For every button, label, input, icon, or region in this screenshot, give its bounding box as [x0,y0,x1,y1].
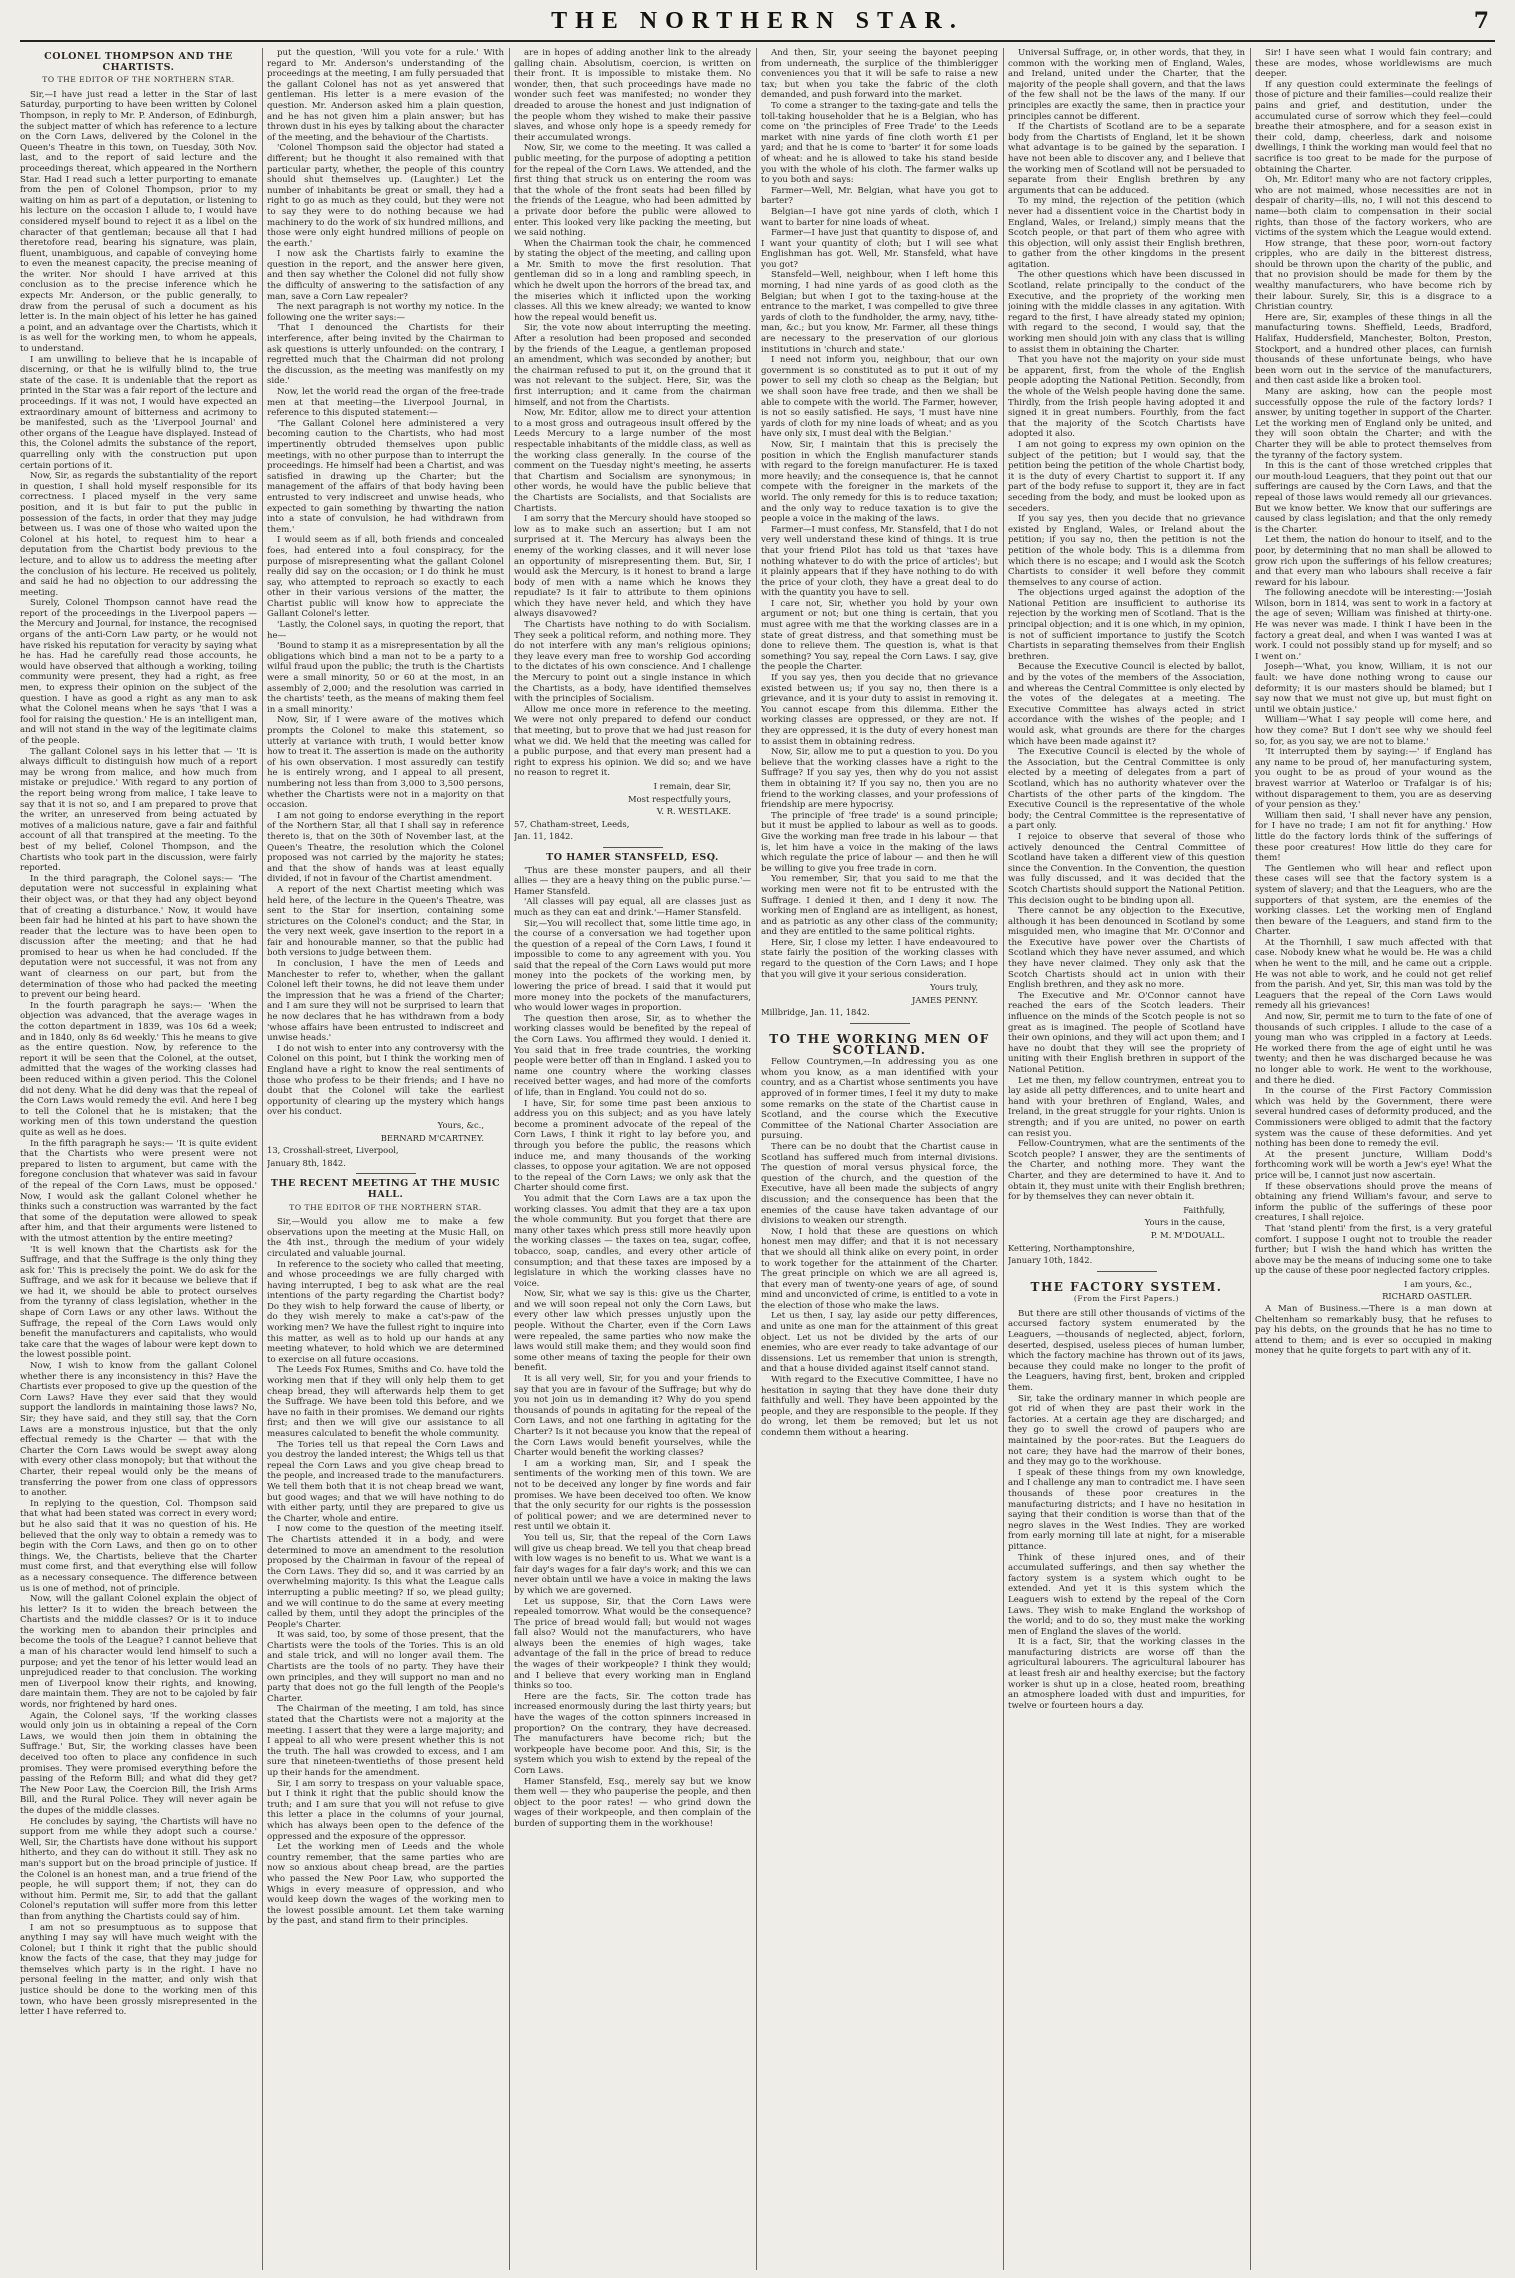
column-1 [20,48,257,2270]
article-heading: THE RECENT MEETING AT THE MUSIC HALL. [270,1178,501,1200]
paragraph: Let them, the nation do honour to itself, and to the poor, by determining that no man shall be allowed to grow rich upon the sufferings of his fellow creatures; and that every man who labours shall receive a fair reward for his labour. [1255,535,1492,588]
paragraph: You admit that the Corn Laws are a tax upon the working classes. You admit that they are a tax upon the whole community. But you forget that there are many other taxes which press still more heavily upon the working classes — the taxes on tea, sugar, coffee, tobacco, soap, candles, and every other article of consumption; and that these taxes are imposed by a legislature in which the working classes have no voice. [514,1193,751,1289]
paragraph: Farmer—I have just that quantity to dispose of, and I want your quantity of cloth; but I will see what Englishman has got. Well, Mr. Stansfeld, what have you got? [761,228,998,270]
paragraph: I am not so presumptuous as to suppose that anything I may say will have much weight with the Colonel; but I think it right that the public should know the facts of the case, that they may judge for themselves which party is in the right. I have no personal feeling in the matter, and only wish that justice should be done to the working men of this town, who have been grossly misrepresented in the letter I have referred to. [20,1922,257,2018]
paragraph: I am a working man, Sir, and I speak the sentiments of the working men of this town. We are not to be deceived any longer by fine words and fair promises. We have been deceived too often. We know that the only security for our rights is the possession of political power; and we are determined never to rest until we obtain it. [514,1458,751,1533]
paragraph: In the course of the First Factory Commission which was held by the Government, there were several hundred cases of deformity produced, and the Commissioners were obliged to admit that the factory system was the cause of these deformities. And yet nothing has been done to remedy the evil. [1255,1086,1492,1150]
paragraph: Let the working men of Leeds and the whole country remember, that the same parties who are now so anxious about cheap bread, are the parties who passed the New Poor Law, who supported the Whigs in every measure of oppression, and who would keep down the wages of the working men to the lowest possible amount. Let them take warning by the past, and stand firm to their principles. [267,1842,504,1927]
paragraph: In the fifth paragraph he says:— 'It is quite evident that the Chartists who were present were not prepared to listen to argument, but came with the foregone conclusion that whatever was said in favour of the repeal of the Corn Laws, must be opposed.' Now, I would ask the gallant Colonel whether he thinks such a construction was warranted by the fact that some of the deputation were allowed to speak after him, and that their arguments were listened to with the utmost attention by the entire meeting? [20,1138,257,1244]
paragraph: When the Chairman took the chair, he commenced by stating the object of the meeting, and calling upon a Mr. Smith to move the first resolution. That gentleman did so in a long and rambling speech, in which he dwelt upon the horrors of the bread tax, and the miseries which it inflicted upon the working classes. All this we knew already; we wanted to know how the repeal would benefit us. [514,238,751,323]
article-divider [1097,1271,1157,1272]
paragraph: The gallant Colonel says in his letter that — 'It is always difficult to distinguish how much of a report may be wrong from malice, and how much from mistake or prejudice.' With regard to any portion of the report being wrong from malice, I take leave to say that it is not so, and I am prepared to prove that the writer, an unreserved from being actuated by motives of a malicious nature, gave a fair and faithful account of all that transpired at the meeting. To the best of my belief, Colonel Thompson, and the Chartists who took part in the discussion, were fairly reported. [20,746,257,874]
paragraph: Stansfeld—Well, neighbour, when I left home this morning, I had nine yards of as good cloth as the Belgian; but when I got to the taxing-house at the entrance to the market, I was compelled to give three yards of cloth to the fundholder, the army, navy, tithe-man, &c.; but you know, Mr. Farmer, all these things are necessary to the preservation of our glorious institutions in 'church and state.' [761,270,998,355]
letter-signature-line: P. M. M'DOUALL. [1150,1229,1225,1240]
letter-signature-line: I am yours, &c., [1404,1278,1472,1289]
article-subheading: (From the First Papers.) [1073,1294,1180,1304]
paragraph: William—'What I say people will come here, and how they come? But I don't see why we should feel so, for, as you say, we are not to blame.' [1255,715,1492,747]
paragraph: To my mind, the rejection of the petition (which never had a dissentient voice in the Chartist body in England, Wales, or Ireland,) simply means that the Scotch people, or that part of them who agree with this objection, will only assist their English brethren, to gather from the other kingdoms in the present agitation. [1008,196,1245,270]
paragraph: Now, Sir, as regards the substantiality of the report in question, I shall hold myself responsible for its correctness. I placed myself in the very same position, and it is but fair to put the public in possession of the facts, in order that they may judge between us. I was one of those who waited upon the Colonel at his hotel, to request him to hear a deputation from the Chartist body previous to the lecture, and to allow us to address the meeting after the conclusion of his lecture. He received us politely, and said he had no objection to our addressing the meeting. [20,471,257,598]
paragraph: Belgian—I have got nine yards of cloth, which I want to barter for nine loads of wheat. [761,206,998,228]
paragraph: In this is the cant of those wretched cripples that our mouth-loud Leaguers, that they point out that our sufferings are caused by the Corn Laws, and that the repeal of those laws would remedy all our grievances. But we know better. We know that our sufferings are caused by class legislation; and that the only remedy is the Charter. [1255,461,1492,535]
paragraph: Oh, Mr. Editor! many who are not factory cripples, who are not maimed, whose necessities are not in despair of charity—ills, no, I will not this descend to name—both claim to compensation in their social rights, than those of the factory workers, who are victims of the system which the League would extend. [1255,175,1492,239]
paragraph: Allow me once more in reference to the meeting. We were not only prepared to defend our conduct that meeting, but to prove that we had just reason for what we did. We held that the meeting was called for a public purpose, and that every man present had a right to express his opinion. We did so; and we have no reason to regret it. [514,704,751,779]
letter-signature-line: Yours in the cause, [1144,1217,1225,1228]
article-heading: THE FACTORY SYSTEM. [1030,1279,1223,1294]
letter-dateline: Jan. 11, 1842. [514,831,574,842]
paragraph: Sir! I have seen what I would fain contrary; and these are modes, whose worldlewisms are much deeper. [1255,48,1492,80]
letter-signature-line: Yours, &c., [437,1119,484,1130]
paragraph: Now, Sir, if I were aware of the motives which prompts the Colonel to make this statement, so utterly at variance with truth, I would better know how to treat it. The assertion is made on the authority of his own observation. I most assuredly can testify he is entirely wrong, and I appeal to all present, numbering not less than from 3,000 to 3,500 persons, whether the Chartists were not in a majority on that occasion. [267,715,504,811]
article-divider [850,1023,910,1024]
paragraph: I do not wish to enter into any controversy with the Colonel on this point, but I think the working men of England have a right to know the real sentiments of those who profess to be their friends; and I have no doubt that the Colonel will take the earliest opportunity of clearing up the mystery which hangs over his conduct. [267,1043,504,1118]
paragraph: Hamer Stansfeld, Esq., merely say but we know them well — they who pauperise the people, and then object to the poor rates! — who grind down the wages of their workpeople, and then complain of the burden of supporting them in the workhouse! [514,1776,751,1829]
article-heading: COLONEL THOMPSON AND THE CHARTISTS. [44,51,233,73]
paragraph: It is all very well, Sir, for you and your friends to say that you are in favour of the Suffrage; but why do you not join us in demanding it? Why do you spend thousands of pounds in agitating for the repeal of the Corn Laws, and not one farthing in agitating for the Charter? Is it not because you know that the repeal of the Corn Laws would benefit yourselves, while the Charter would benefit the working classes? [514,1374,751,1459]
paragraph: Now, Sir, allow me to put a question to you. Do you believe that the working classes have a right to the Suffrage? If you say yes, then why do you not assist them in obtaining it? If you say no, then you are no friend to the working classes, and your professions of friendship are mere hypocrisy. [761,747,998,811]
letter-dateline: Kettering, Northamptonshire, [1008,1242,1135,1253]
paragraph: I am not going to endorse everything in the report of the Northern Star, all that I shall say in reference thereto is, that on the 30th of November last, at the Queen's Theatre, the resolution which the Colonel proposed was not carried by the majority he states; and that the show of hands was at least equally divided, if not in favour of the Chartist amendment. [267,810,504,885]
paragraph: You remember, Sir, that you said to me that the working men were not fit to be entrusted with the Suffrage. I denied it then, and I deny it now. The working men of England are as intelligent, as honest, and as patriotic as any other class of the community; and they are entitled to the same political rights. [761,874,998,938]
paragraph: If you say yes, then you decide that no grievance existed by England, Wales, or Ireland about the petition; if you say no, then the petition is not the petition of the whole body. This is a dilemma from which there is no escape; and I would ask the Scotch Chartists to consider it well before they commit themselves to any course of action. [1008,514,1245,588]
paragraph: Sir, I am sorry to trespass on your valuable space, but I think it right that the public should know the truth; and I am sure that you will not refuse to give this letter a place in the columns of your journal, which has always been open to the defence of the oppressed and the exposure of the oppressor. [267,1778,504,1842]
paragraph: Now, Mr. Editor, allow me to direct your attention to a most gross and outrageous insult offered by the Leeds Mercury to a large number of the most respectable inhabitants of the middle class, as well as the working class generally. In the course of the comment on the Tuesday night's meeting, he asserts that Chartism and Socialism are synonymous; in other words, he would have the public believe that the Chartists are Socialists, and that Socialists are Chartists. [514,408,751,514]
paragraph: To come a stranger to the taxing-gate and tells the toll-taking householder that he is a Belgian, who has come on 'the principles of Free Trade' to the Leeds market with nine yards of fine cloth worth £1 per yard; and that he is come to 'barter' it for some loads of wheat: and he is allowed to take his stand beside you with the whole of his cloth. The farmer walks up to you both and says: [761,100,998,186]
paragraph: The Executive and Mr. O'Connor cannot have reached the ears of the Scotch leaders. Their influence on the minds of the Scotch people is not so great as is imagined. The people of Scotland have their own opinions, and they will act upon them; and I have no doubt that they will see the propriety of uniting with their English brethren in support of the National Petition. [1008,990,1245,1075]
letter-signature-line: V. R. WESTLAKE. [656,806,731,817]
paragraph: That you have not the majority on your side must be apparent, first, from the whole of the English people adopting the National Petition. Secondly, from the whole of the Welsh people having done the same. Thirdly, from the Irish people having adopted it and signed it in great numbers. Fourthly, from the fact that the majority of the Scotch Chartists have adopted it also. [1008,355,1245,440]
paragraph: Farmer—I must confess, Mr. Stansfeld, that I do not very well understand these kind of things. It is true that your friend Pilot has told us that 'taxes have nothing whatever to do with the price of articles'; but it plainly appears that if they have nothing to do with the price of your cloth, they have a great deal to do with the quantity you have to sell. [761,524,998,599]
paragraph: Now, I wish to know from the gallant Colonel whether there is any inconsistency in this? Have the Chartists ever proposed to give up the question of the Corn Laws? Have they ever said that they would support the landlords in maintaining those laws? No, Sir; they have said, and they still say, that the Corn Laws are a monstrous injustice, but that the only effectual remedy is the Charter — that with the Charter the Corn Laws would be swept away along with every other class monopoly; but that without the Charter, their repeal would only be the means of transferring the power from one class of oppressors to another. [20,1361,257,1499]
paragraph: 'It interrupted them by saying:—' if England has any name to be proud of, her manufacturing system, you ought to be as proud of your wound as the bravest warrior at Waterloo or Trafalgar is of his; without disparagement to them, you are as deserving of your pension as they.' [1255,747,1492,811]
paragraph: Let us then, I say, lay aside our petty differences, and unite as one man for the attainment of this great object. Let us not be divided by the arts of our enemies, who are ever ready to take advantage of our dissensions. Let us remember that union is strength, and that a house divided against itself cannot stand. [761,1311,998,1375]
paragraph: And now, Sir, permit me to turn to the fate of one of thousands of such cripples. I allude to the case of a young man who was crippled in a factory at Leeds. He worked there from the age of eight until he was twenty; and then he was discharged because he was no longer able to work. He went to the workhouse, and there he died. [1255,1012,1492,1086]
column-2 [267,48,504,2270]
paragraph: Many are asking, how can the people most successfully oppose the rule of the factory lords? I answer, by uniting together in support of the Charter. Let the working men of England only be united, and they will soon obtain the Charter; and with the Charter they will be able to protect themselves from the tyranny of the factory system. [1255,387,1492,461]
paragraph: If you say yes, then you decide that no grievance existed between us; if you say no, then there is a grievance, and it is your duty to assist in removing it. You cannot escape from this dilemma. Either the working classes are oppressed, or they are not. If they are oppressed, it is the duty of every honest man to assist them in obtaining redress. [761,673,998,747]
paragraph: Farmer—Well, Mr. Belgian, what have you got to barter? [761,185,998,207]
letter-dateline: 13, Crosshall-street, Liverpool, [267,1145,399,1156]
paragraph: Let us suppose, Sir, that the Corn Laws were repealed tomorrow. What would be the consequence? The price of bread would fall; but would not wages fall also? Would not the manufacturers, who have always been the enemies of high wages, take advantage of the fall in the price of bread to reduce the wages of their workpeople? I think they would; and I believe that every working man in England thinks so too. [514,1596,751,1692]
paragraph: I have, Sir, for some time past been anxious to address you on this subject; and as you have lately become a prominent advocate of the repeal of the Corn Laws, I think it right to lay before you, and through you before the public, the reasons which induce me, and many thousands of the working classes, to oppose your agitation. We are not opposed to the repeal of the Corn Laws; we only ask that the Charter should come first. [514,1098,751,1194]
paragraph: Now, Sir, we come to the meeting. It was called a public meeting, for the purpose of adopting a petition for the repeal of the Corn Laws. We attended, and the first thing that struck us on entering the room was that the whole of the front seats had been filled by the friends of the League, who had been admitted by a private door before the public were allowed to enter. This looked very like packing the meeting, but we said nothing. [514,143,751,239]
column-rule [262,48,263,2270]
paragraph: Surely, Colonel Thompson cannot have read the report of the proceedings in the Liverpool papers — the Mercury and Journal, for instance, the recognised organs of the anti-Corn Law party, or he would not have risked his reputation for veracity by saying what he has. Had he carefully read those accounts, he would have observed that although a working, toiling community were present, they had a right, as free men, to express their opinion on the subject of the question. I have as good a right as any man to ask what the Colonel means when he says 'that I was a fool for raising the question.' He is an intelligent man, and will not stand in the way of the legitimate claims of the people. [20,598,257,746]
paragraph: Because the Executive Council is elected by ballot, and by the votes of the members of the Association, and whereas the Central Committee is only elected by the votes of the delegates at a meeting. The Executive Committee has always acted in strict accordance with the wishes of the people; and I would ask, what grounds are there for the charges which have been made against it? [1008,662,1245,747]
masthead-rule [20,40,1495,42]
paragraph: At the Thornhill, I saw much affected with that case. Nobody knew what he would be. He was a child when he went to the mill, and he came out a cripple. He was not able to work, and he could not get relief from the parish. And yet, Sir, this man was told by the Leaguers that the repeal of the Corn Laws would remedy all his grievances! [1255,937,1492,1012]
paragraph: Now, I hold that these are questions on which honest men may differ; and that it is not necessary that we should all think alike on every point, in order to work together for the attainment of the Charter. The great principle on which we are all agreed is, that every man of twenty-one years of age, of sound mind and unconvicted of crime, is entitled to a vote in the election of those who make the laws. [761,1226,998,1311]
paragraph: are in hopes of adding another link to the already galling chain. Absolutism, coercion, is written on their front. It is impossible to mistake them. No wonder, then, that such proceedings have made no wonder such feet was manifested; no wonder they dreaded to arouse the honest and just indignation of the people whom they wished to make their passive slaves, and whose only hope is a speedy remedy for their accumulated wrongs. [514,48,751,143]
paragraph: Here, Sir, I close my letter. I have endeavoured to state fairly the position of the working classes with regard to the question of the Corn Laws; and I hope that you will give it your serious consideration. [761,937,998,980]
column-5 [1008,48,1245,2270]
paragraph: If the Chartists of Scotland are to be a separate body from the Chartists of England, let it be shown what advantage is to be gained by the separation. I have not been able to discover any, and I believe that the working men of Scotland will not be persuaded to separate from their English brethren by any arguments that can be adduced. [1008,122,1245,196]
paragraph: There can be no doubt that the Chartist cause in Scotland has suffered much from internal divisions. The question of moral versus physical force, the question of the church, and the question of the Executive, have all been made the subjects of angry discussion; and the consequence has been that the enemies of the cause have taken advantage of our divisions to weaken our strength. [761,1141,998,1227]
column-3 [514,48,751,2270]
column-rule [756,48,757,2270]
paragraph: Now, Sir, what we say is this: give us the Charter, and we will soon repeal not only the Corn Laws, but every other law which presses unjustly upon the people. Without the Charter, even if the Corn Laws were repealed, the same parties who now make the laws would still make them; and they would soon find some other means of taxing the people for their own benefit. [514,1289,751,1374]
paragraph: 'Bound to stamp it as a misrepresentation by all the obligations which bind a man not to be a party to a wilful fraud upon the public; the truth is the Chartists were a small minority, 50 or 60 at the most, in an assembly of 2,000; and the resolution was carried in the chartists' teeth, as the means of making them feel in a small minority.' [267,641,504,715]
letter-dateline: January 10th, 1842. [1008,1255,1093,1266]
paragraph: In the third paragraph, the Colonel says:— 'The deputation were not successful in explaining what their object was, or that they had any object beyond that of creating a disturbance.' Now, it would have been fair had he hinted at his part to have shown the reader that the lecture was to have been open to discussion after the meeting; and that he had promised to hear us when he had concluded. If the deputation were not successful, it was not from any want of clearness on our part, but from the determination of those who had packed the meeting to prevent our being heard. [20,873,257,1001]
paragraph: 'All classes will pay equal, all are classes just as much as they can eat and drink.'—Hamer Stansfeld. [514,897,751,918]
column-6 [1255,48,1492,2270]
paragraph: Joseph—'What, you know, William, it is not our fault: we have done nothing wrong to cause our deformity; it is our masters should be blamed; but I say now that we must not give up, but must fight on until we obtain justice.' [1255,662,1492,715]
paragraph: The Tories tell us that repeal the Corn Laws and you destroy the landed interest; the Whigs tell us that repeal the Corn Laws and you give cheap bread to the people, and increased trade to the manufacturers. We tell them both that it is not cheap bread we want, but good wages; and that we will have nothing to do with either party, until they are prepared to give us the Charter, whole and entire. [267,1439,504,1524]
paragraph: I now ask the Chartists fairly to examine the question in the report, and the answer here given, and then say whether the Colonel did not fully show the difficulty of answering to the satisfaction of any man, save a Corn Law repealer? [267,249,504,302]
paragraph: The principle of 'free trade' is a sound principle; but it must be applied to labour as well as to goods. Give the working man free trade in his labour — that is, let him have a voice in the making of the laws which regulate the price of labour — and then he will be willing to give you free trade in corn. [761,810,998,874]
paragraph: I care not, Sir, whether you hold by your own argument or not; but one thing is certain, that you must agree with me that the working classes are in a state of great distress, and that something must be done to relieve them. The question is, what is that something? You say, repeal the Corn Laws. I say, give the people the Charter. [761,598,998,673]
column-rule [1003,48,1004,2270]
paragraph: It was said, too, by some of those present, that the Chartists were the tools of the Tories. This is an old and stale trick, and will no longer avail them. The Chartists are the tools of no party. They have their own principles, and they will support no man and no party that does not go the full length of the People's Charter. [267,1630,504,1704]
newspaper-title: THE NORTHERN STAR. [551,8,964,34]
article-heading: TO HAMER STANSFELD, ESQ. [546,851,719,863]
paragraph: How strange, that these poor, worn-out factory cripples, who are daily in the bitterest distress, should be thrown upon the charity of the public, and that no provision should be made for them by the wealthy manufacturers, who have become rich by their labour. Surely, Sir, this is a disgrace to a Christian country. [1255,238,1492,313]
paragraph: 'The Gallant Colonel here administered a very becoming caution to the Chartists, who had most impertinently obtruded themselves upon public meetings, with no other purpose than to interrupt the proceedings. He himself had been a Chartist, and was satisfied in drawing up the Charter; but the management of the affairs of that body having been entrusted to very indiscreet and unwise heads, who expected to gain something by thwarting the nation into a state of convulsion, he had withdrawn from them.' [267,418,504,535]
column-rule [509,48,510,2270]
article-subheading: TO THE EDITOR OF THE NORTHERN STAR. [42,75,235,85]
paragraph: It is a fact, Sir, that the working classes in the manufacturing districts are worse off than the agricultural labourers. The agricultural labourer has at least fresh air and healthy exercise; but the factory worker is shut up in a close, heated room, breathing an atmosphere loaded with dust and impurities, for twelve or fourteen hours a day. [1008,1637,1245,1711]
letter-signature-line: RICHARD OASTLER. [1382,1291,1472,1302]
paragraph: In reference to the society who called that meeting, and whose proceedings we are fully charged with having interrupted, I beg to ask what are the real intentions of the party regarding the Chartist body? Do they wish to help forward the cause of liberty, or do they wish merely to make a cat's-paw of the working men? We have the fullest right to inquire into this matter, as well as to hold up our hands at any meeting whatever, to hold which we are determined to exercise on all future occasions. [267,1259,504,1365]
paragraph: Let me then, my fellow countrymen, entreat you to lay aside all petty differences, and to unite heart and hand with your brethren of England, Wales, and Ireland, in the great struggle for your rights. Union is strength; and if you are united, no power on earth can resist you. [1008,1075,1245,1139]
paragraph: The question then arose, Sir, as to whether the working classes would be benefited by the repeal of the Corn Laws. You affirmed they would. I denied it. You said that in free trade countries, the working people were better off than in England. I asked you to name one country where the working classes received better wages, and had more of the comforts of life, than in England. You could not do so. [514,1013,751,1098]
paragraph: In the fourth paragraph he says:— 'When the objection was advanced, that the average wages in the cotton department in 1839, was 10s 6d a week; and in 1840, only 8s 6d weekly.' This he means to give as the entire question. Now, by reference to the report it will be seen that the Colonel, at the outset, admitted that the wages of the working classes had been reduced within a given period. This the Colonel did not deny. What he did deny was that the repeal of the Corn Laws would remedy the evil. And here I beg to tell the Colonel that he is mistaken; that the working men of this town understand the question quite as well as he does. [20,1000,257,1138]
paragraph: 'It is well known that the Chartists ask for the Suffrage, and that the Suffrage is the only thing they ask for.' This is precisely the point. We do ask for the Suffrage, and we ask for it because we believe that if we had it, we should be able to protect ourselves from the tyranny of class legislation, whether in the shape of Corn Laws or any other laws. Without the Suffrage, the repeal of the Corn Laws would only benefit the manufacturers and capitalists, who would take care that the wages of labour were kept down to the lowest possible point. [20,1244,257,1361]
paragraph: If these observations should prove the means of obtaining any friend William's favour, and serve to inform the public of the sufferings of these poor creatures, I shall rejoice. [1255,1181,1492,1224]
paragraph: The Executive Council is elected by the whole of the Association, but the Central Committee is only elected by a meeting of delegates from a part of Scotland, which has no authority whatever over the Chartists of the other parts of the kingdom. The Executive Council is the representative of the whole body; the Central Committee is the representative of a part only. [1008,747,1245,832]
letter-dateline: January 8th, 1842. [267,1157,346,1168]
paragraph: 'Thus are these monster paupers, and all their allies — they are a heavy thing on the public purse.'—Hamer Stansfeld. [514,865,751,897]
letter-signature-line: I remain, dear Sir, [653,780,731,791]
column-rule [1250,48,1251,2270]
paragraph: The Gentlemen who will hear and reflect upon these cases will see that the factory system is a system of slavery; and that the Leaguers, who are the supporters of that system, are the enemies of the working classes. Let the working men of England then beware of the Leaguers, and stand firm to the Charter. [1255,863,1492,938]
paragraph: I am unwilling to believe that he is incapable of discerning, or that he is wilfully blind to, the true state of the case. It is undeniable that the report as printed in the Star was a fair report of the lecture and proceedings. If it was not, I would have expected an extraordinary amount of bitterness and acrimony to be manifested, such as the 'Liverpool Journal' and other organs of the League have displayed. Instead of this, the Colonel admits the substance of the report, quarrelling only with the construction put upon certain portions of it. [20,354,257,471]
letter-dateline: Millbridge, Jan. 11, 1842. [761,1007,870,1018]
paragraph: Sir,—You will recollect that, some little time ago, in the course of a conversation we had together upon the question of a repeal of the Corn Laws, I found it impossible to come to any agreement with you. You said that the repeal of the Corn Laws would put more money into the pockets of the working men, by lowering the price of bread. I said that it would put more money into the pockets of the manufacturers, who would lower wages in proportion. [514,918,751,1014]
letter-signature-line: Most respectfully yours, [628,793,731,804]
paragraph: If any question could exterminate the feelings of those of picture and their families—could realize their pains and grief, and destitution, under the accumulated curse of sorrow which they feel—could breathe their atmosphere, and for a season exist in their cold, damp, cheerless, dark and noisome dwellings, I think the working man would feel that no sacrifice is too great to be made for the purpose of obtaining the Charter. [1255,79,1492,175]
letter-signature-line: Yours truly, [930,982,978,993]
paragraph: The Chairman of the meeting, I am told, has since stated that the Chartists were not a majority at the meeting. I assert that they were a large majority; and I appeal to all who were present whether this is not the truth. The hall was crowded to excess, and I am sure that nineteen-twentieths of those present held up their hands for the amendment. [267,1704,504,1778]
paragraph: Now, Sir, I maintain that this is precisely the position in which the English manufacturer stands with regard to the foreign manufacturer. He is taxed more heavily; and the consequence is, that he cannot compete with the foreigner in the markets of the world. The only remedy for this is to reduce taxation; and the only way to reduce taxation is to give the people a voice in the making of the laws. [761,439,998,525]
paragraph: In conclusion, I have the men of Leeds and Manchester to refer to, whether, when the gallant Colonel left their towns, he did not leave them under the impression that he was a friend of the Charter; and I am sure they will not be surprised to learn that he now declares that he has withdrawn from a body 'whose affairs have been entrusted to indiscreet and unwise heads.' [267,959,504,1044]
paragraph: The following anecdote will be interesting:—'Josiah Wilson, born in 1814, was sent to work in a factory at the age of seven; William was finished at thirty-one. He was never was made. I think I have been in the factory a great deal, and when I was wanted I was at work. I could not possibly stand up for myself; and so I went on.' [1255,588,1492,662]
paragraph: William then said, 'I shall never have any pension, for I have no trade; I am not fit for anything.' How little do the factory lords think of the sufferings of these poor creatures! How little do they care for them! [1255,810,1492,864]
paragraph: With regard to the Executive Committee, I have no hesitation in saying that they have done their duty faithfully and well. They have been appointed by the people, and they are responsible to the people. If they do wrong, let them be removed; but let us not condemn them without a hearing. [761,1375,998,1438]
letter-signature-line: Faithfully, [1183,1204,1225,1215]
paragraph: Here are, Sir, examples of these things in all the manufacturing towns. Sheffield, Leeds, Bradford, Halifax, Huddersfield, Manchester, Bolton, Preston, Stockport, and a hundred other places, can furnish thousands of these unfortunate beings, who have been worn out in the service of the manufacturers, and then cast aside like a broken tool. [1255,312,1492,387]
paragraph: Now, let the world read the organ of the free-trade men at that meeting—the Liverpool Journal, in reference to this disputed statement:— [267,387,504,419]
paragraph: You tell us, Sir, that the repeal of the Corn Laws will give us cheap bread. We tell you that cheap bread with low wages is no benefit to us. What we want is a fair day's wages for a fair day's work; and this we can never obtain until we have a voice in making the laws by which we are governed. [514,1532,751,1596]
paragraph: Now, will the gallant Colonel explain the object of his letter? Is it to widen the breach between the Chartists and the middle classes? Or is it to induce the working men to abandon their principles and become the tools of the League? I cannot believe that a man of his character would lend himself to such a purpose; and yet the tenor of his letter would lead an unprejudiced reader to that conclusion. The working men of Liverpool know their rights, and knowing, dare maintain them. They are not to be cajoled by fair words, nor frightened by hard ones. [20,1594,257,1711]
paragraph: I speak of these things from my own knowledge, and I challenge any man to contradict me. I have seen thousands of these poor creatures in the manufacturing districts; and I have no hesitation in saying that their condition is worse than that of the negro slaves in the West Indies. They are worked from early morning till late at night, for a miserable pittance. [1008,1467,1245,1552]
column-4 [761,48,998,2270]
columns [20,48,1495,2270]
paragraph: A report of the next Chartist meeting which was held here, of the lecture in the Queen's Theatre, was sent to the Star for insertion, containing some strictures on the Colonel's conduct; and the Star, in the very next week, gave insertion to the report in a fair and honourable manner, so that the public had both versions to judge between them. [267,884,504,959]
masthead [20,8,1495,34]
paragraph: 'That I denounced the Chartists for their interference, after being invited by the Chairman to ask questions is utterly unfounded: on the contrary, I regretted much that the Chairman did not prolong the discussion, as the meeting was manifestly on my side.' [267,323,504,387]
article-heading: TO THE WORKING MEN OF SCOTLAND. [769,1032,990,1057]
paragraph: At the present juncture, William Dodd's forthcoming work will be worth a Jew's eye! What the price will be, I cannot just now ascertain. [1255,1149,1492,1181]
paragraph: I rejoice to observe that several of those who actively denounced the Central Committee of Scotland have taken a different view of this question since the Convention. In the Convention, the question was fully discussed, and it was decided that the Scotch Chartists should support the National Petition. This decision ought to be binding upon all. [1008,831,1245,906]
paragraph: I am sorry that the Mercury should have stooped so low as to make such an assertion; but I am not surprised at it. The Mercury has always been the enemy of the working classes, and it will never lose an opportunity of misrepresenting them. But, Sir, I would ask the Mercury, is it honest to brand a large body of men with a name which he knows they repudiate? Is it fair to attribute to them opinions which they have never held, and which they have always disavowed? [514,514,751,620]
paragraph: A Man of Business.—There is a man down at Cheltenham so remarkably busy, that he refuses to pay his debts, on the grounds that he has no time to attend to them; and is ever so occupied in making money that he quite forgets to part with any of it. [1255,1304,1492,1357]
paragraph: The Leeds Fox Rumes, Smiths and Co. have told the working men that if they will only help them to get cheap bread, they will afterwards help them to get the Suffrage. We have been told this before, and we have no faith in their promises. We demand our rights first; and then we will give our assistance to all measures calculated to benefit the whole community. [267,1365,504,1439]
paragraph: In replying to the question, Col. Thompson said that what had been stated was correct in every word; but he also said that it was no question of his. He believed that the only way to obtain a remedy was to begin with the Corn Laws, and then go on to other things. We, the Chartists, believe that the Charter must come first, and that everything else will follow as a necessary consequence. The difference between us is one of method, not of principle. [20,1498,257,1594]
paragraph: Sir,—Would you allow me to make a few observations upon the meeting at the Music Hall, on the 4th inst., through the medium of your widely circulated and valuable journal. [267,1217,504,1259]
paragraph: The objections urged against the adoption of the National Petition are insufficient to authorise its rejection by the working men of Scotland. That is the principal objection; and it is one which, in my opinion, is not of sufficient importance to justify the Scotch Chartists in separating themselves from their English brethren. [1008,588,1245,662]
paragraph: 'Lastly, the Colonel says, in quoting the report, that he— [267,620,504,641]
paragraph: There cannot be any objection to the Executive, although it has been denounced in Scotland by some misguided men, who imagine that Mr. O'Connor and the Executive have power over the Chartists of Scotland which they have never assumed, and which they have never claimed. They only ask that the Scotch Chartists should act in union with their English brethren, and they ask no more. [1008,906,1245,991]
paragraph: I now come to the question of the meeting itself. The Chartists attended it in a body, and were determined to move an amendment to the resolution proposed by the Chairman in favour of the repeal of the Corn Laws. They did so, and it was carried by an overwhelming majority. Is this what the League calls interrupting a public meeting? If so, we plead guilty; and we will continue to do the same at every meeting called by them, until they adopt the principles of the People's Charter. [267,1524,504,1630]
paragraph: put the question, 'Will you vote for a rule.' With regard to Mr. Anderson's understanding of the proceedings at the meeting, I am fully persuaded that the gallant Colonel has not as yet answered that gentleman. His letter is a mere evasion of the question. Mr. Anderson asked him a plain question, and he has not given him a plain answer; but has thrown dust in his eyes by talking about the character of the meeting, and the behaviour of the Chartists. [267,48,504,143]
paragraph: But there are still other thousands of victims of the accursed factory system enumerated by the Leaguers, —thousands of neglected, abject, forlorn, deserted, despised, useless pieces of human lumber, which the factory machine has thrown out of its jaws, because they could make no longer to the profit of the Leaguers, having first, bent, broken and crippled them. [1008,1308,1245,1394]
paragraph: I need not inform you, neighbour, that our own government is so constituted as to put it out of my power to sell my cloth so cheap as the Belgian; but we shall soon have free trade, and then we shall be able to compete with the world. The Farmer, however, is not so easily satisfied. He says, 'I must have nine yards of cloth for my nine loads of wheat; and as you have only six, I must deal with the Belgian.' [761,355,998,440]
letter-signature-line: JAMES PENNY. [911,994,978,1005]
letter-dateline: 57, Chatham-street, Leeds, [514,818,630,829]
paragraph: He concludes by saying, 'the Chartists will have no support from me while they adopt such a course.' Well, Sir, the Chartists have done without his support hitherto, and they can do without it still. They ask no man's support but on the broad principle of justice. If the Colonel is an honest man, and a true friend of the people, he will support them; if not, they can do without him. Permit me, Sir, to add that the gallant Colonel's reputation will suffer more from this letter than from anything the Chartists could say of him. [20,1816,257,1922]
page-number: 7 [1473,8,1489,34]
paragraph: Again, the Colonel says, 'If the working classes would only join us in obtaining a repeal of the Corn Laws, we would then join them in obtaining the Suffrage.' But, Sir, the working classes have been deceived too often to place any confidence in such promises. They were promised everything before the passing of the Reform Bill; and what did they get? The New Poor Law, the Coercion Bill, the Irish Arms Bill, and the Rural Police. They will never again be the dupes of the middle classes. [20,1710,257,1816]
article-divider [356,1173,416,1174]
article-divider [603,847,663,848]
paragraph: Think of these injured ones, and of their accumulated sufferings, and then say whether the factory system is a system which ought to be extended. And yet it is this system which the Leaguers wish to extend by the repeal of the Corn Laws. They wish to make England the workshop of the world; and to do so, they must make the working men of England the slaves of the world. [1008,1552,1245,1637]
paragraph: I would seem as if all, both friends and concealed foes, had entered into a foul conspiracy, for the purpose of misrepresenting what the gallant Colonel really did say on the occasion; or I do think he must say, who attempted to reproach so exactly to each other in their various versions of the matter, the Chartist public will know how to appreciate the Gallant Colonel's letter. [267,535,504,620]
paragraph: Universal Suffrage, or, in other words, that they, in common with the working men of England, Wales, and Ireland, united under the Charter, that the majority of the people shall govern, and that the laws of the few shall not be the laws of the many. If our principles are exactly the same, then in practice your principles cannot be different. [1008,48,1245,122]
letter-signature-line: BERNARD M'CARTNEY. [380,1132,484,1143]
paragraph: Here are the facts, Sir. The cotton trade has increased enormously during the last thirty years; but have the wages of the cotton spinners increased in proportion? On the contrary, they have decreased. The manufacturers have become rich; but the workpeople have become poor. And this, Sir, is the system which you wish to extend by the repeal of the Corn Laws. [514,1691,751,1776]
paragraph: 'Colonel Thompson said the objector had stated a different; but he thought it also remained with that particular party, whether, the people of this country should shut themselves up. (Laughter.) Let the number of inhabitants be great or small, they had a right to go as much as they could, but they were not to say they were to do nothing because we had machinery to do the work of six hundred millions, and those were only eight hundred millions of people on the earth.' [267,143,504,249]
paragraph: That 'stand plenti' from the first, is a very grateful comfort. I suppose I ought not to trouble the reader further; but I wish the hand which has written the above may be the means of inducing some one to take up the cause of these poor neglected factory cripples. [1255,1223,1492,1277]
paragraph: The next paragraph is not worthy my notice. In the following one the writer says:— [267,302,504,323]
paragraph: Fellow Countrymen,—In addressing you as one whom you know, as a man identified with your country, and as a Chartist whose sentiments you have approved of in former times, I feel it my duty to make some remarks on the state of the Chartist cause in Scotland, and the course which the Executive Committee of the National Charter Association are pursuing. [761,1057,998,1142]
paragraph: Sir, the vote now about interrupting the meeting. After a resolution had been proposed and seconded by the friends of the League, a gentleman proposed an amendment, which was seconded by another; but the chairman refused to put it, on the ground that it was not relevant to the subject. Here, Sir, was the first interruption; and it came from the chairman himself, and not from the Chartists. [514,323,751,408]
paragraph: The other questions which have been discussed in Scotland, relate principally to the conduct of the Executive, and the propriety of the working men joining with the middle classes in any agitation. With regard to the first, I have already stated my opinion; with regard to the second, I would say, that the working men should join with any class that is willing to assist them in obtaining the Charter. [1008,270,1245,355]
paragraph: Sir, take the ordinary manner in which people are got rid of when they are past their work in the factories. At a certain age they are discharged; and they go to swell the crowd of paupers who are maintained by the poor-rates. But the Leaguers do not care; they have had the marrow of their bones, and they may go to the workhouse. [1008,1393,1245,1468]
paragraph: The Chartists have nothing to do with Socialism. They seek a political reform, and nothing more. They do not interfere with any man's religious opinions; they leave every man free to worship God according to the dictates of his own conscience. And I challenge the Mercury to point out a single instance in which the Chartists, as a body, have identified themselves with the principles of Socialism. [514,620,751,705]
paragraph: I am not going to express my own opinion on the subject of the petition; but I would say, that the petition being the petition of the whole Chartist body, it is the duty of every Chartist to support it. If any part of the body refuse to support it, they are in fact seceding from the body, and must be looked upon as seceders. [1008,439,1245,514]
paragraph: And then, Sir, your seeing the bayonet peeping from underneath, the surplice of the thimblerigger conveniences you that it will be safe to raise a new tax; but when you take the fabric of the cloth demanded, and push forward into the market. [761,48,998,101]
article-subheading: TO THE EDITOR OF THE NORTHERN STAR. [289,1202,482,1212]
paragraph: Sir,—I have just read a letter in the Star of last Saturday, purporting to have been written by Colonel Thompson, in reply to Mr. P. Anderson, of Edinburgh, the subject matter of which has reference to a lecture on the Corn Laws, delivered by the Colonel in the Queen's Theatre in this town, on Tuesday, 30th Nov. last, and to the report of said lecture and the proceedings thereat, which appeared in the Northern Star. Had I read such a letter purporting to emanate from the pen of Colonel Thompson, prior to my waiting on him as part of a deputation, or listening to his lecture on the occasion I allude to, I would have considered myself bound to reject it as a libel on the character of that gentleman; because all that I had theretofore read, bearing his signature, was plain, fluent, unambiguous, and capable of conveying home to even the meanest capacity, the precise meaning of the writer. Nor should I have arrived at this conclusion as to the precise inference which he expects Mr. Anderson, or the public generally, to draw from the perusal of such a document as his letter is. In the main object of his letter he has gained a point, and an advantage over the Chartists, which it is as well for the working men, to whom he appeals, to understand. [20,89,257,355]
paragraph: Fellow-Countrymen, what are the sentiments of the Scotch people? I answer, they are the sentiments of the Charter, and nothing more. They want the Charter, and they are determined to have it. And to obtain it, they must unite with their English brethren; for by themselves they can never obtain it. [1008,1139,1245,1203]
